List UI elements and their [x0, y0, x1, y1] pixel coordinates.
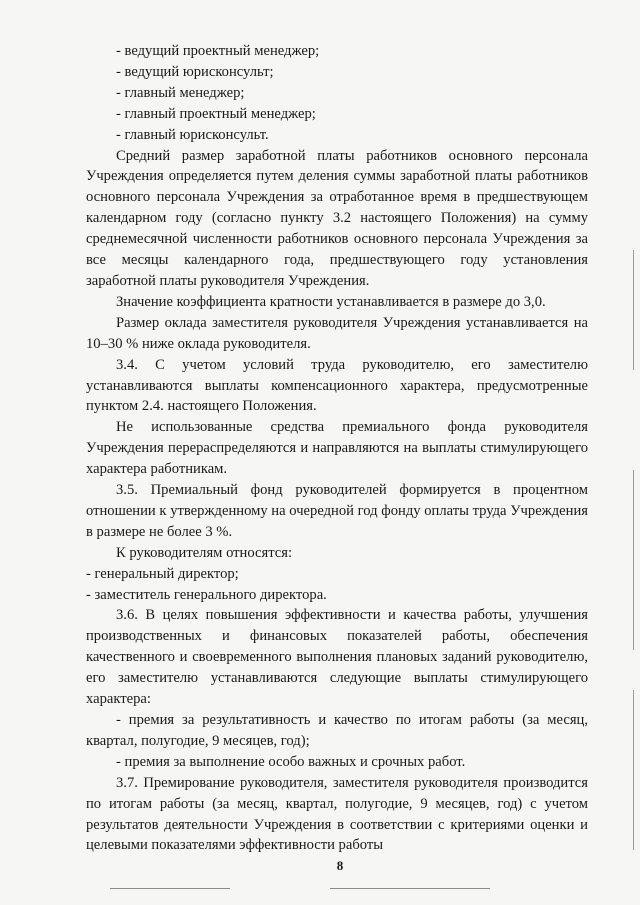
paragraph-managers: К руководителям относятся: [116, 544, 293, 561]
scan-artifact-line [330, 888, 490, 889]
paragraph-coefficient: Значение коэффициента кратности устанавливается в размере до 3,0. [116, 293, 546, 310]
list-item-bonus-1: - премия за результативность и качество по итогам работы (за месяц, квартал, полугодие, 9 месяцев, год); [86, 712, 588, 749]
page-number: 8 [336, 858, 344, 873]
list-item: - заместитель генерального директора. [86, 586, 327, 603]
paragraph-3-6: 3.6. В целях повышения эффективности и качества работы, улучшения производственных и финансовых показателей работы, обеспечения качественного и своевременного выполнения плановых заданий руководителю, его заместителю устанавливаются следующие выплаты стимулирующего характера: [86, 607, 588, 708]
list-item: - ведущий проектный менеджер; [116, 43, 320, 59]
paragraph-3-7: 3.7. Премирование руководителя, заместителя руководителя производится по итогам работы (за месяц, квартал, полугодие, 9 месяцев, год) с учетом результатов деятельности Учреждения в соответствии с критериями оценки и целевыми показателями эффективности работы [86, 774, 588, 854]
scan-edge-line [633, 250, 634, 370]
list-item: - главный менеджер; [116, 84, 245, 101]
scan-edge-line [633, 470, 634, 650]
list-item: - генеральный директор; [86, 565, 239, 582]
list-item: - главный проектный менеджер; [116, 105, 316, 122]
list-item-bonus-2: - премия за выполнение особо важных и срочных работ. [116, 753, 466, 770]
paragraph-unused-funds: Не использованные средства премиального фонда руководителя Учреждения перераспределяются и направляются на выплаты стимулирующего характера работникам. [86, 419, 588, 478]
document-body [86, 41, 588, 856]
paragraph-avg-salary: Средний размер заработной платы работников основного персонала Учреждения определяется путем деления суммы заработной платы работников основного персонала Учреждения за отработанное время в предшествующем календарном году (согласно пункту 3.2 настоящего Положения) на сумму среднемесячной численности работников основного персонала Учреждения за все месяцы календарного года, предшествующего году установления заработной платы руководителя Учреждения. [86, 147, 588, 289]
list-item: - ведущий юрисконсульт; [116, 63, 274, 80]
paragraph-3-4: 3.4. С учетом условий труда руководителю, его заместителю устанавливаются выплаты компенсационного характера, предусмотренные пунктом 2.4. настоящего Положения. [86, 356, 588, 415]
list-item: - главный юрисконсульт. [116, 126, 269, 143]
scan-artifact-line [110, 888, 230, 889]
scan-edge-line [633, 690, 634, 850]
paragraph-deputy-salary: Размер оклада заместителя руководителя Учреждения устанавливается на 10–30 % ниже оклада руководителя. [86, 314, 588, 352]
paragraph-3-5: 3.5. Премиальный фонд руководителей формируется в процентном отношении к утвержденному на очередной год фонду оплаты труда Учреждения в размере не более 3 %. [86, 482, 588, 540]
